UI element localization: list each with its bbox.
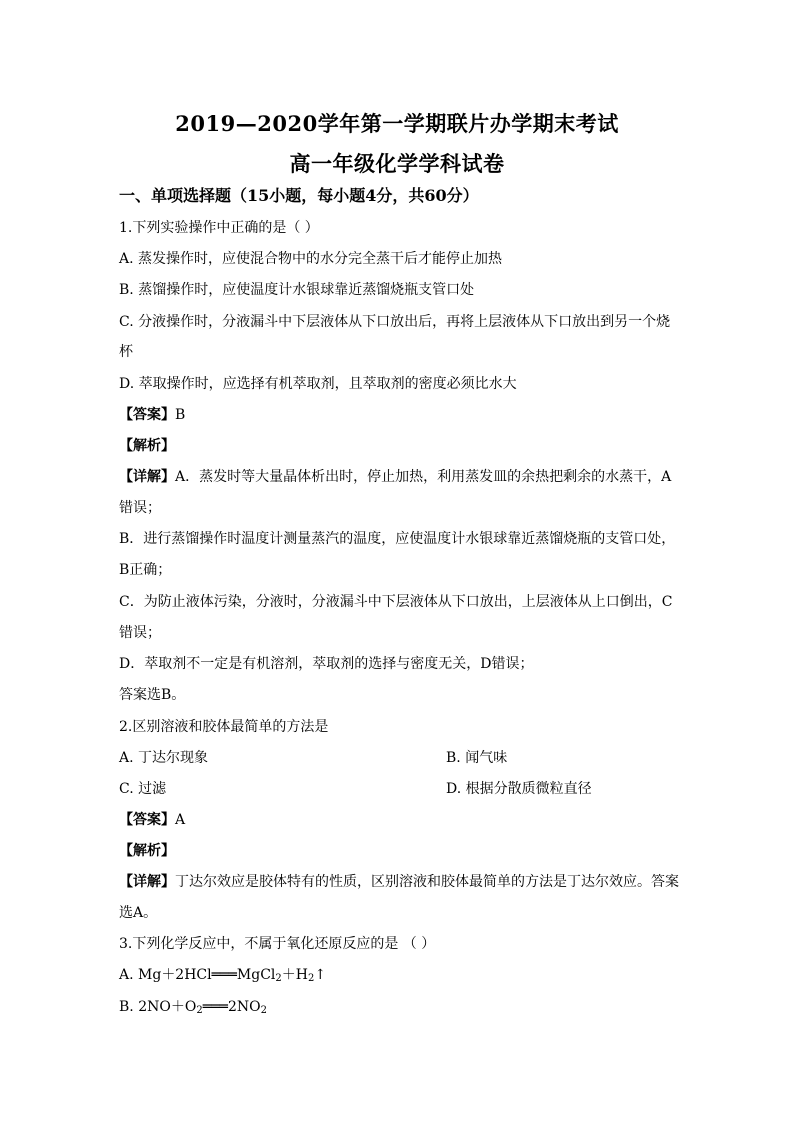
question-1-option-b: B. 蒸馏操作时，应使温度计水银球靠近蒸馏烧瓶支管口处 [119, 282, 475, 298]
detail-label: 【详解】 [119, 469, 175, 485]
exam-subtitle: 高一年级化学学科试卷 [289, 151, 505, 176]
answer-label: 【答案】 [119, 812, 175, 828]
detail-text: A．蒸发时等大量晶体析出时，停止加热，利用蒸发皿的余热把剩余的水蒸干，A [175, 469, 672, 485]
question-1-analysis-label: 【解析】 [119, 438, 175, 454]
detail-text: 丁达尔效应是胶体特有的性质，区别溶液和胶体最简单的方法是丁达尔效应。答案 [175, 874, 679, 890]
equation-subscript: 2 [260, 1005, 267, 1016]
question-1-conclusion: 答案选B。 [119, 687, 186, 703]
equation-part: ↑ [314, 967, 327, 983]
equation-subscript: 2 [196, 1005, 203, 1016]
question-1-detail-a [119, 468, 671, 486]
question-1-detail-b: B．进行蒸馏操作时温度计测量蒸汽的温度，应使温度计水银球靠近蒸馏烧瓶的支管口处， [119, 531, 676, 547]
equation-part: ＋H [281, 967, 308, 983]
equation-part: 2NO＋O [138, 999, 197, 1015]
equation-subscript: 2 [307, 973, 315, 984]
question-3-option-b [119, 998, 267, 1016]
question-3-stem: 3.下列化学反应中，不属于氧化还原反应的是 （ ） [119, 936, 436, 952]
detail-label: 【详解】 [119, 874, 175, 890]
question-1-answer [119, 406, 185, 424]
question-2-option-a: A. 丁达尔现象 [119, 750, 209, 766]
question-2-stem: 2.区别溶液和胶体最简单的方法是 [119, 719, 329, 735]
question-1-option-c-cont: 杯 [119, 344, 133, 360]
question-2-option-c: C. 过滤 [119, 781, 167, 797]
option-label: B. [119, 999, 139, 1015]
question-2-analysis-label: 【解析】 [119, 843, 175, 859]
question-2-answer [119, 811, 185, 829]
exam-title: 2019—2020学年第一学期联片办学期末考试 [175, 111, 619, 136]
option-label: A. [119, 967, 139, 983]
question-1-stem: 1.下列实验操作中正确的是（ ） [119, 220, 319, 236]
answer-label: 【答案】 [119, 407, 175, 423]
question-1-detail-c: C．为防止液体污染，分液时，分液漏斗中下层液体从下口放出，上层液体从上口倒出，C [119, 594, 673, 610]
question-3-option-a [119, 966, 326, 984]
question-1-detail-c-cont: 错误； [119, 625, 161, 641]
question-2-option-d: D. 根据分散质微粒直径 [446, 781, 592, 797]
question-1-detail-b-cont: B正确； [119, 562, 172, 578]
equation-part: Mg＋2HCl═══MgCl [138, 967, 276, 983]
question-1-detail-d: D．萃取剂不一定是有机溶剂，萃取剂的选择与密度无关，D错误； [119, 656, 534, 672]
question-2-detail [119, 873, 679, 891]
answer-value: B [175, 407, 186, 423]
answer-value: A [175, 812, 186, 828]
section-heading: 一、单项选择题（15小题，每小题4分，共60分） [119, 186, 479, 205]
question-1-option-a: A. 蒸发操作时，应使混合物中的水分完全蒸干后才能停止加热 [119, 251, 503, 267]
question-2-option-b: B. 闻气味 [446, 750, 508, 766]
equation-subscript: 2 [275, 973, 282, 984]
equation-part: ═══2NO [202, 999, 261, 1015]
question-1-option-c: C. 分液操作时，分液漏斗中下层液体从下口放出后，再将上层液体从下口放出到另一个烧 [119, 314, 671, 330]
question-1-option-d: D. 萃取操作时，应选择有机萃取剂，且萃取剂的密度必须比水大 [119, 376, 517, 392]
question-2-detail-cont: 选A。 [119, 905, 158, 921]
question-1-detail-a-cont: 错误； [119, 500, 161, 516]
